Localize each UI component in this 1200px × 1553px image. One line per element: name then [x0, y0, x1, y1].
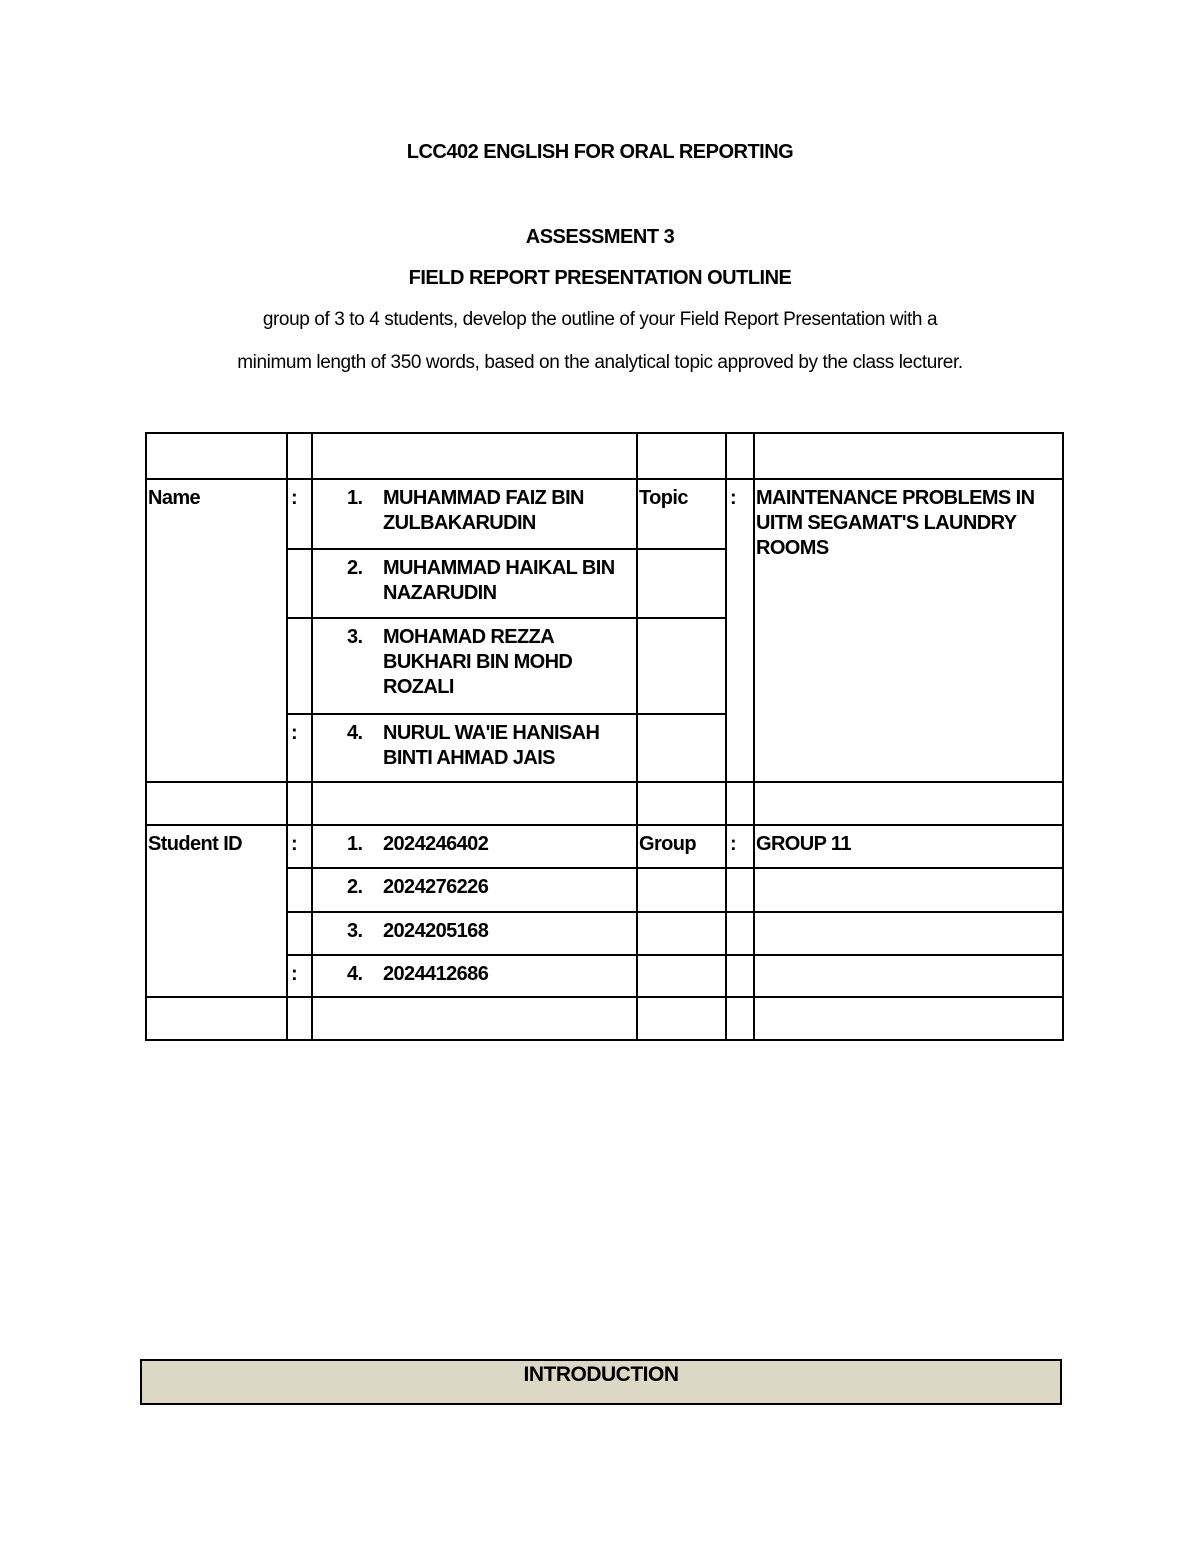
name-entry-1: 1. MUHAMMAD FAIZ BIN ZULBAKARUDIN	[312, 479, 637, 549]
table-row	[146, 479, 1063, 549]
student-id-entry-2: 2. 2024276226	[312, 868, 637, 912]
assessment-title: ASSESSMENT 3	[525, 226, 675, 248]
table-spacer-row	[146, 433, 1063, 479]
name-entry-2: 2. MUHAMMAD HAIKAL BIN NAZARUDIN	[312, 549, 637, 618]
group-value: GROUP 11	[754, 825, 1063, 868]
group-label: Group	[637, 825, 726, 868]
student-id-colon-4: :	[287, 955, 312, 997]
name-label: Name	[146, 479, 287, 782]
topic-colon: :	[726, 479, 754, 782]
student-id-entry-4: 4. 2024412686	[312, 955, 637, 997]
instruction-line-1: group of 3 to 4 students, develop the outline of your Field Report Presentation with a	[262, 309, 938, 330]
student-info-table	[145, 432, 1064, 1041]
name-entry-3: 3. MOHAMAD REZZA BUKHARI BIN MOHD ROZALI	[312, 618, 637, 714]
student-id-entry-1: 1.2024246402	[312, 825, 637, 868]
table-row	[146, 825, 1063, 868]
instruction-line-2: minimum length of 350 words, based on the analytical topic approved by the class lecturer.	[237, 352, 963, 373]
student-id-colon: :	[287, 825, 312, 868]
name-colon-4: :	[287, 714, 312, 782]
introduction-section-header: INTRODUCTION	[140, 1359, 1062, 1405]
topic-value: MAINTENANCE PROBLEMS IN UITM SEGAMAT'S LAUNDRY ROOMS	[754, 479, 1063, 782]
table-spacer-row	[146, 997, 1063, 1040]
table-spacer-row	[146, 782, 1063, 825]
report-subtitle: FIELD REPORT PRESENTATION OUTLINE	[408, 267, 792, 289]
student-id-label: Student ID	[146, 825, 287, 997]
name-colon: :	[287, 479, 312, 549]
group-colon: :	[726, 825, 754, 868]
course-title: LCC402 ENGLISH FOR ORAL REPORTING	[406, 141, 794, 163]
topic-label: Topic	[637, 479, 726, 549]
name-entry-4: 4. NURUL WA'IE HANISAH BINTI AHMAD JAIS	[312, 714, 637, 782]
student-id-entry-3: 3. 2024205168	[312, 912, 637, 955]
